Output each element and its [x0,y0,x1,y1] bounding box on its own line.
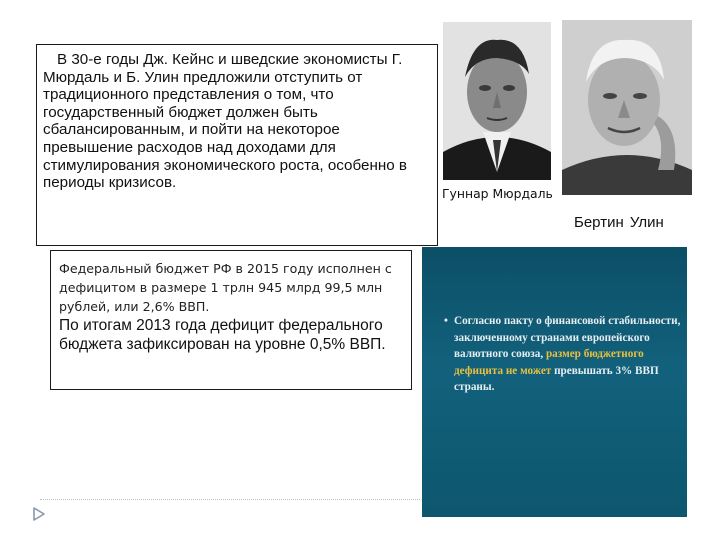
portrait-myrdal [443,22,551,180]
divider-line [40,499,420,500]
budget-2013-text: По итогам 2013 года дефицит федерального бюджета зафиксирован на уровне 0,5% ВВП. [59,317,386,353]
caption-myrdal: Гуннар Мюрдаль [442,186,553,201]
eu-pact-slide [422,247,687,517]
bullet-icon: • [444,315,448,327]
eu-pact-text-end: превышать 3% ВВП страны. [454,364,659,393]
triangle-right-icon[interactable] [32,506,46,527]
eu-pact-text [444,313,682,396]
caption-ohlin: Бертин Улин [574,214,664,231]
eu-pact-text-start: Согласно пакту о финансовой стабильности, заключенному странами европейского валютного союза, [454,315,681,360]
eu-pact-highlight: размер бюджетного дефицита не может [454,348,644,377]
main-paragraph: В 30-е годы Дж. Кейнс и шведские экономисты Г. Мюрдаль и Б. Улин предложили отступить от традиционного представления о том, что государственный бюджет должен быть сбалансированным, и пойти на некоторое превышение расходов над доходами для стимулирования экономического роста, особенно в периоды кризисов. [43,51,407,192]
budget-facts-box [50,250,412,390]
main-text-box [36,44,438,246]
budget-2015-text: Федеральный бюджет РФ в 2015 году исполнен с дефицитом в размере 1 трлн 945 млрд 99,5 млн рублей, или 2,6% ВВП. [59,261,392,314]
portrait-ohlin [562,20,692,195]
